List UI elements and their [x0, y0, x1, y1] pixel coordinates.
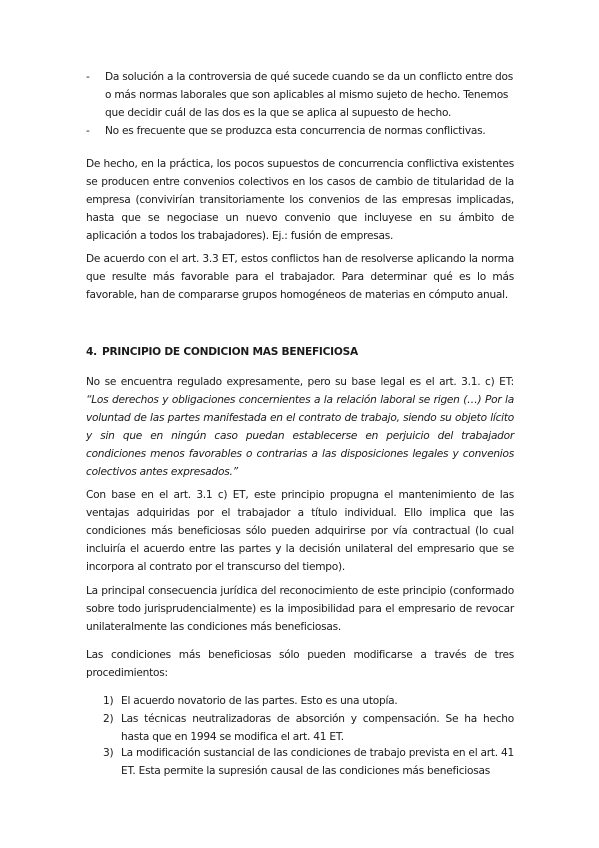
paragraph-art-3-1: Con base en el art. 3.1 c) ET, este principio propugna el mantenimiento de las ventajas adquiridas por el trabajador a título individual. Ello implica que las condiciones más beneficiosas sólo pueden adquirirse por vía contractual (lo cual incluiría el acuerdo entre las partes y la decisión unilateral del empresario que se incorpora al contrato por el transcurso del tiempo). — [86, 489, 514, 573]
bullet-mark: - — [86, 125, 90, 137]
paragraph-lead: No se encuentra regulado expresamente, pero su base legal es el art. 3.1. c) ET: — [86, 376, 514, 388]
list-text: La modificación sustancial de las condiciones de trabajo prevista en el art. 41 ET. Esta permite la supresión causal de las condiciones más beneficiosas — [121, 747, 514, 777]
list-text: El acuerdo novatorio de las partes. Esto es una utopía. — [121, 695, 398, 707]
list-number: 3) — [103, 747, 114, 759]
section-heading — [86, 343, 358, 361]
bullet-text: No es frecuente que se produzca esta concurrencia de normas conflictivas. — [105, 125, 486, 137]
list-number: 1) — [103, 695, 114, 707]
paragraph-procedimientos: Las condiciones más beneficiosas sólo pueden modificarse a través de tres procedimientos: — [86, 649, 514, 679]
list-text: Las técnicas neutralizadoras de absorción y compensación. Se ha hecho hasta que en 1994 se modifica el art. 41 ET. — [121, 713, 514, 743]
bullet-mark: - — [86, 71, 90, 83]
paragraph-base-legal — [86, 373, 514, 481]
legal-quote: “Los derechos y obligaciones concernientes a la relación laboral se rigen (…) Por la voluntad de las partes manifestada en el contrato de trabajo, siendo su objeto lícito y sin que en ningún caso puedan establecerse en perjuicio del trabajador condiciones menos favorables o contrarias a las disposiciones legales y convenios colectivos antes expresados.” — [86, 394, 514, 478]
paragraph-concurrencia: De hecho, en la práctica, los pocos supuestos de concurrencia conflictiva existentes se producen entre convenios colectivos en los casos de cambio de titularidad de la empresa (convivirían transitoriamente los convenios de las empresas implicadas, hasta que se negociase un nuevo convenio que incluyese en su ámbito de aplicación a todos los trabajadores). Ej.: fusión de empresas. — [86, 158, 514, 242]
section-title: PRINCIPIO DE CONDICION MAS BENEFICIOSA — [102, 346, 358, 358]
list-number: 2) — [103, 713, 114, 725]
paragraph-consecuencia: La principal consecuencia jurídica del reconocimiento de este principio (conformado sobre todo jurisprudencialmente) es la imposibilidad para el empresario de revocar unilateralmente las condiciones más beneficiosas. — [86, 585, 514, 633]
paragraph-art-3-3: De acuerdo con el art. 3.3 ET, estos conflictos han de resolverse aplicando la norma que resulte más favorable para el trabajador. Para determinar qué es lo más favorable, han de compararse grupos homogéneos de materias en cómputo anual. — [86, 253, 514, 301]
bullet-text: Da solución a la controversia de qué sucede cuando se da un conflicto entre dos o más normas laborales que son aplicables al mismo sujeto de hecho. Tenemos que decidir cuál de las dos es la que se aplica al supuesto de hecho. — [105, 71, 513, 119]
section-number: 4. — [86, 346, 97, 358]
